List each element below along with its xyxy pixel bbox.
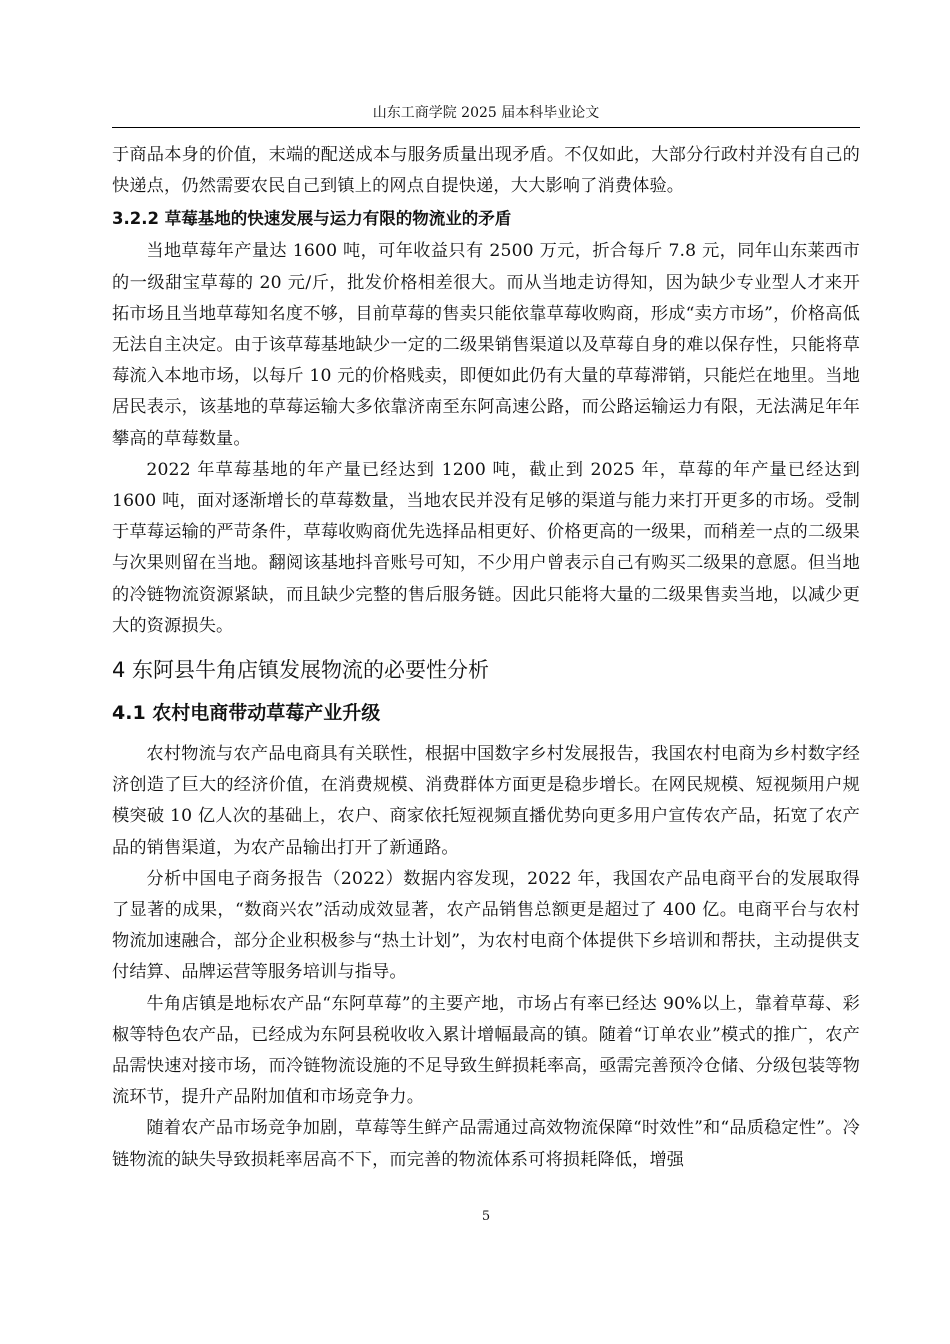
header-rule (112, 127, 860, 128)
paragraph: 当地草莓年产量达 1600 吨，可年收益只有 2500 万元，折合每斤 7.8 元，同年山东莱西市的一级甜宝草莓的 20 元/斤，批发价格相差很大。而从当地走访得知，因为缺少专业型人才来开拓市场且当地草莓知名度不够，目前草莓的售卖只能依靠草莓收购商，形成“卖方市场”，价格高低无法自主决定。由于该草莓基地缺少一定的二级果销售渠道以及草莓自身的难以保存性，只能将草莓流入本地市场，以每斤 10 元的价格贱卖，即便如此仍有大量的草莓滞销，只能烂在地里。当地居民表示，该基地的草莓运输大多依靠济南至东阿高速公路，而公路运输运力有限，无法满足年年攀高的草莓数量。 (112, 241, 860, 449)
paragraph-continued: 于商品本身的价值，末端的配送成本与服务质量出现矛盾。不仅如此，大部分行政村并没有自己的快递点，仍然需要农民自己到镇上的网点自提快递，大大影响了消费体验。 (112, 145, 860, 197)
heading-4-1: 4.1 农村电商带动草莓产业升级 (112, 702, 381, 725)
paragraph: 分析中国电子商务报告（2022）数据内容发现，2022 年，我国农产品电商平台的发展取得了显著的成果，“数商兴农”活动成效显著，农产品销售总额更是超过了 400 亿。电商平台与农村物流加速融合，部分企业积极参与“热土计划”，为农村电商个体提供下乡培训和帮扶，主动提供支付结算、品牌运营等服务培训与指导。 (112, 868, 860, 983)
page-body (112, 140, 860, 1176)
running-header: 山东工商学院 2025 届本科毕业论文 (372, 105, 600, 121)
paragraph: 牛角店镇是地标农产品“东阿草莓”的主要产地，市场占有率已经达 90%以上，靠着草莓、彩椒等特色农产品，已经成为东阿县税收收入累计增幅最高的镇。随着“订单农业”模式的推广，农产品需快速对接市场，而冷链物流设施的不足导致生鲜损耗率高，亟需完善预冷仓储、分级包装等物流环节，提升产品附加值和市场竞争力。 (112, 993, 860, 1108)
paragraph: 随着农产品市场竞争加剧，草莓等生鲜产品需通过高效物流保障“时效性”和“品质稳定性”。冷链物流的缺失导致损耗率居高不下，而完善的物流体系可将损耗降低，增强 (112, 1118, 860, 1170)
heading-3-2-2: 3.2.2 草莓基地的快速发展与运力有限的物流业的矛盾 (112, 209, 512, 229)
paragraph: 2022 年草莓基地的年产量已经达到 1200 吨，截止到 2025 年，草莓的年产量已经达到 1600 吨，面对逐渐增长的草莓数量，当地农民并没有足够的渠道与能力来打开更多的市场。受制于草莓运输的严苛条件，草莓收购商优先选择品相更好、价格更高的一级果，而稍差一点的二级果与次果则留在当地。翻阅该基地抖音账号可知，不少用户曾表示自己有购买二级果的意愿。但当地的冷链物流资源紧缺，而且缺少完整的售后服务链。因此只能将大量的二级果售卖当地，以减少更大的资源损失。 (112, 459, 860, 636)
heading-4: 4 东阿县牛角店镇发展物流的必要性分析 (112, 658, 490, 683)
page-number: 5 (481, 1209, 491, 1224)
paragraph: 农村物流与农产品电商具有关联性，根据中国数字乡村发展报告，我国农村电商为乡村数字经济创造了巨大的经济价值，在消费规模、消费群体方面更是稳步增长。在网民规模、短视频用户规模突破 10 亿人次的基础上，农户、商家依托短视频直播优势向更多用户宣传农产品，拓宽了农产品的销售渠道，为农产品输出打开了新通路。 (112, 744, 860, 858)
